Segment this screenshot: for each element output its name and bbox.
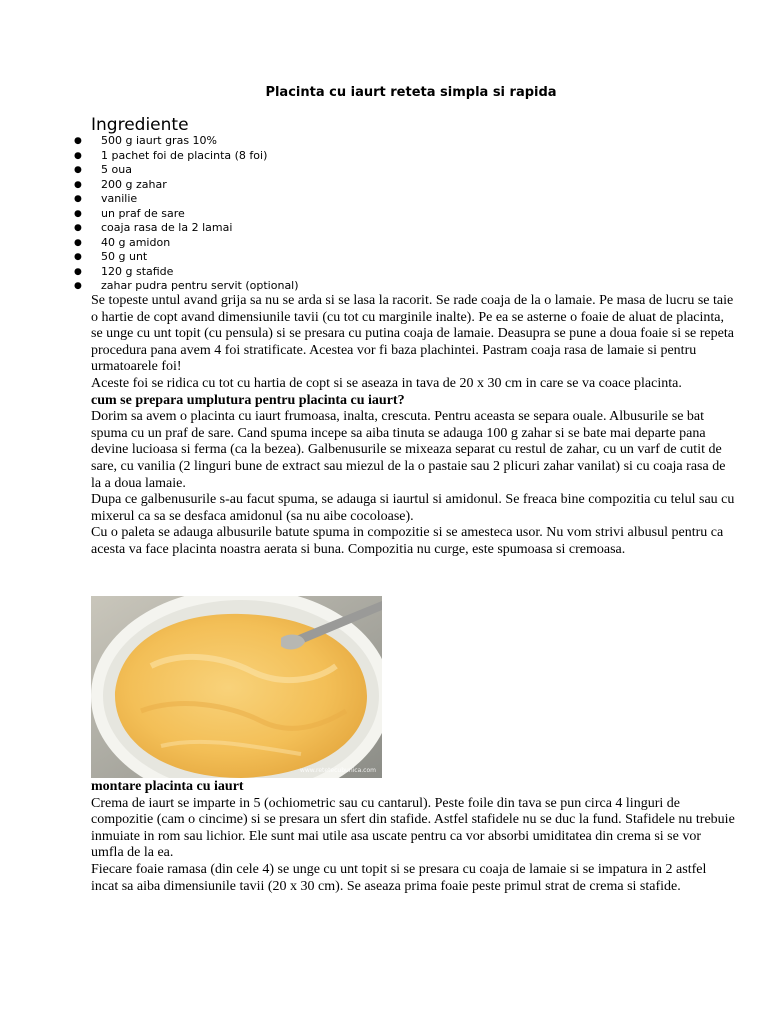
ingredient-text: 200 g zahar bbox=[101, 177, 167, 191]
bullet-icon: ● bbox=[74, 281, 82, 291]
ingredient-text: 120 g stafide bbox=[101, 264, 174, 278]
ingredient-item bbox=[0, 149, 768, 164]
bullet-icon: ● bbox=[74, 266, 82, 277]
cream-filling bbox=[115, 614, 367, 778]
assembly-heading: montare placinta cu iaurt bbox=[91, 779, 244, 794]
bullet-icon: ● bbox=[74, 208, 82, 219]
paragraph: Se topeste untul avand grija sa nu se arda si se lasa la racorit. Se rade coaja de la o lamaie. Pe masa de lucru se taie o hartie de copt avand dimensiunile tavii (cu tot cu marginile inalte). Pe ea se asterne o foaie de aluat de placinta, se unge cu unt topit (cu pensula) si se presara cu putina coaja de lamaie. Deasupra se pune a doua foaie si se repeta procedura pana avem 4 foi stratificate. Acestea vor fi baza plachintei. Pastram coaja rasa de lamaie si pentru urmatoarele foi! bbox=[91, 293, 734, 375]
ingredient-item bbox=[0, 178, 768, 193]
photo-watermark: www.retetecubunica.com bbox=[299, 767, 376, 774]
paragraph: Crema de iaurt se imparte in 5 (ochiometric sau cu cantarul). Peste foile din tava se pun circa 4 linguri de compozitie (cam o cincime) si se presara un sfert din stafide. Astfel stafidele nu se duc la fund. Stafidele nu trebuie inmuiate in rom sau lichior. Ele sunt mai utile asa uscate pentru ca vor absorbi umiditatea din crema si se vor umfla de la ea. bbox=[91, 795, 735, 861]
ingredient-text: coaja rasa de la 2 lamai bbox=[101, 221, 233, 234]
ingredient-text: 40 g amidon bbox=[101, 235, 171, 249]
instructions-part-one bbox=[91, 293, 736, 559]
ingredient-text: 500 g iaurt gras 10% bbox=[101, 134, 217, 147]
bullet-icon: ● bbox=[74, 237, 82, 248]
ingredient-text: un praf de sare bbox=[101, 206, 185, 220]
ingredient-text: 1 pachet foi de placinta (8 foi) bbox=[101, 148, 268, 162]
paragraph: Dupa ce galbenusurile s-au facut spuma, se adauga si iaurtul si amidonul. Se freaca bine compozitia cu telul sau cu mixerul ca sa se desfaca amidonul (sa nu aibe cocoloase). bbox=[91, 492, 735, 524]
bullet-icon: ● bbox=[74, 136, 82, 146]
document-title: Placinta cu iaurt reteta simpla si rapida bbox=[265, 85, 557, 100]
ingredient-text: 50 g unt bbox=[101, 250, 148, 263]
bullet-icon: ● bbox=[74, 252, 82, 262]
ingredients-heading: Ingrediente bbox=[91, 115, 189, 135]
cream-bowl-photo bbox=[91, 596, 382, 778]
ingredient-text: 5 oua bbox=[101, 163, 132, 176]
bullet-icon: ● bbox=[74, 194, 82, 204]
filling-heading: cum se prepara umplutura pentru placinta cu iaurt? bbox=[91, 392, 405, 408]
ingredient-item bbox=[0, 279, 768, 294]
ingredient-text: vanilie bbox=[101, 192, 138, 205]
bullet-icon: ● bbox=[74, 179, 82, 190]
ingredient-item bbox=[0, 221, 768, 236]
ingredients-list bbox=[0, 134, 768, 294]
ingredient-item bbox=[0, 192, 768, 207]
ingredient-item bbox=[0, 207, 768, 222]
bullet-icon: ● bbox=[74, 165, 82, 175]
bullet-icon: ● bbox=[74, 150, 82, 161]
paragraph: Aceste foi se ridica cu tot cu hartia de copt si se aseaza in tava de 20 x 30 cm in care se va coace placinta. bbox=[91, 375, 682, 391]
ingredient-item bbox=[0, 134, 768, 149]
ingredient-item bbox=[0, 265, 768, 280]
paragraph: Cu o paleta se adauga albusurile batute spuma in compozitie si se amesteca usor. Nu vom strivi albusul pentru ca acesta va face placinta noastra aerata si buna. Compozitia nu curge, este spumoasa si cremoasa. bbox=[91, 525, 724, 557]
bullet-icon: ● bbox=[74, 223, 82, 233]
cream-bowl-image bbox=[91, 596, 382, 778]
ingredient-item bbox=[0, 236, 768, 251]
ingredient-item bbox=[0, 163, 768, 178]
paragraph: Dorim sa avem o placinta cu iaurt frumoasa, inalta, crescuta. Pentru aceasta se separa ouale. Albusurile se bat spuma cu un praf de sare. Cand spuma incepe sa aiba tinuta se adauga 100 g zahar si se bate mai departe pana devine lucioasa si ferma (ca la bezea). Galbenusurile se mixeaza separat cu restul de zahar, cu un varf de cutit de sare, cu vanilia (2 linguri bune de extract sau miezul de la o pastaie sau 2 plicuri zahar vanilat) si cu coaja rasa de la a doua lamaie. bbox=[91, 409, 726, 491]
paragraph: Fiecare foaie ramasa (din cele 4) se unge cu unt topit si se presara cu coaja de lamaie si se impatura in 2 astfel incat sa aiba dimensiunile tavii (20 x 30 cm). Se aseaza prima foaie peste primul strat de crema si stafide. bbox=[91, 861, 707, 894]
ingredient-text: zahar pudra pentru servit (optional) bbox=[101, 279, 299, 292]
instructions-part-two bbox=[91, 779, 736, 895]
ingredient-item bbox=[0, 250, 768, 265]
